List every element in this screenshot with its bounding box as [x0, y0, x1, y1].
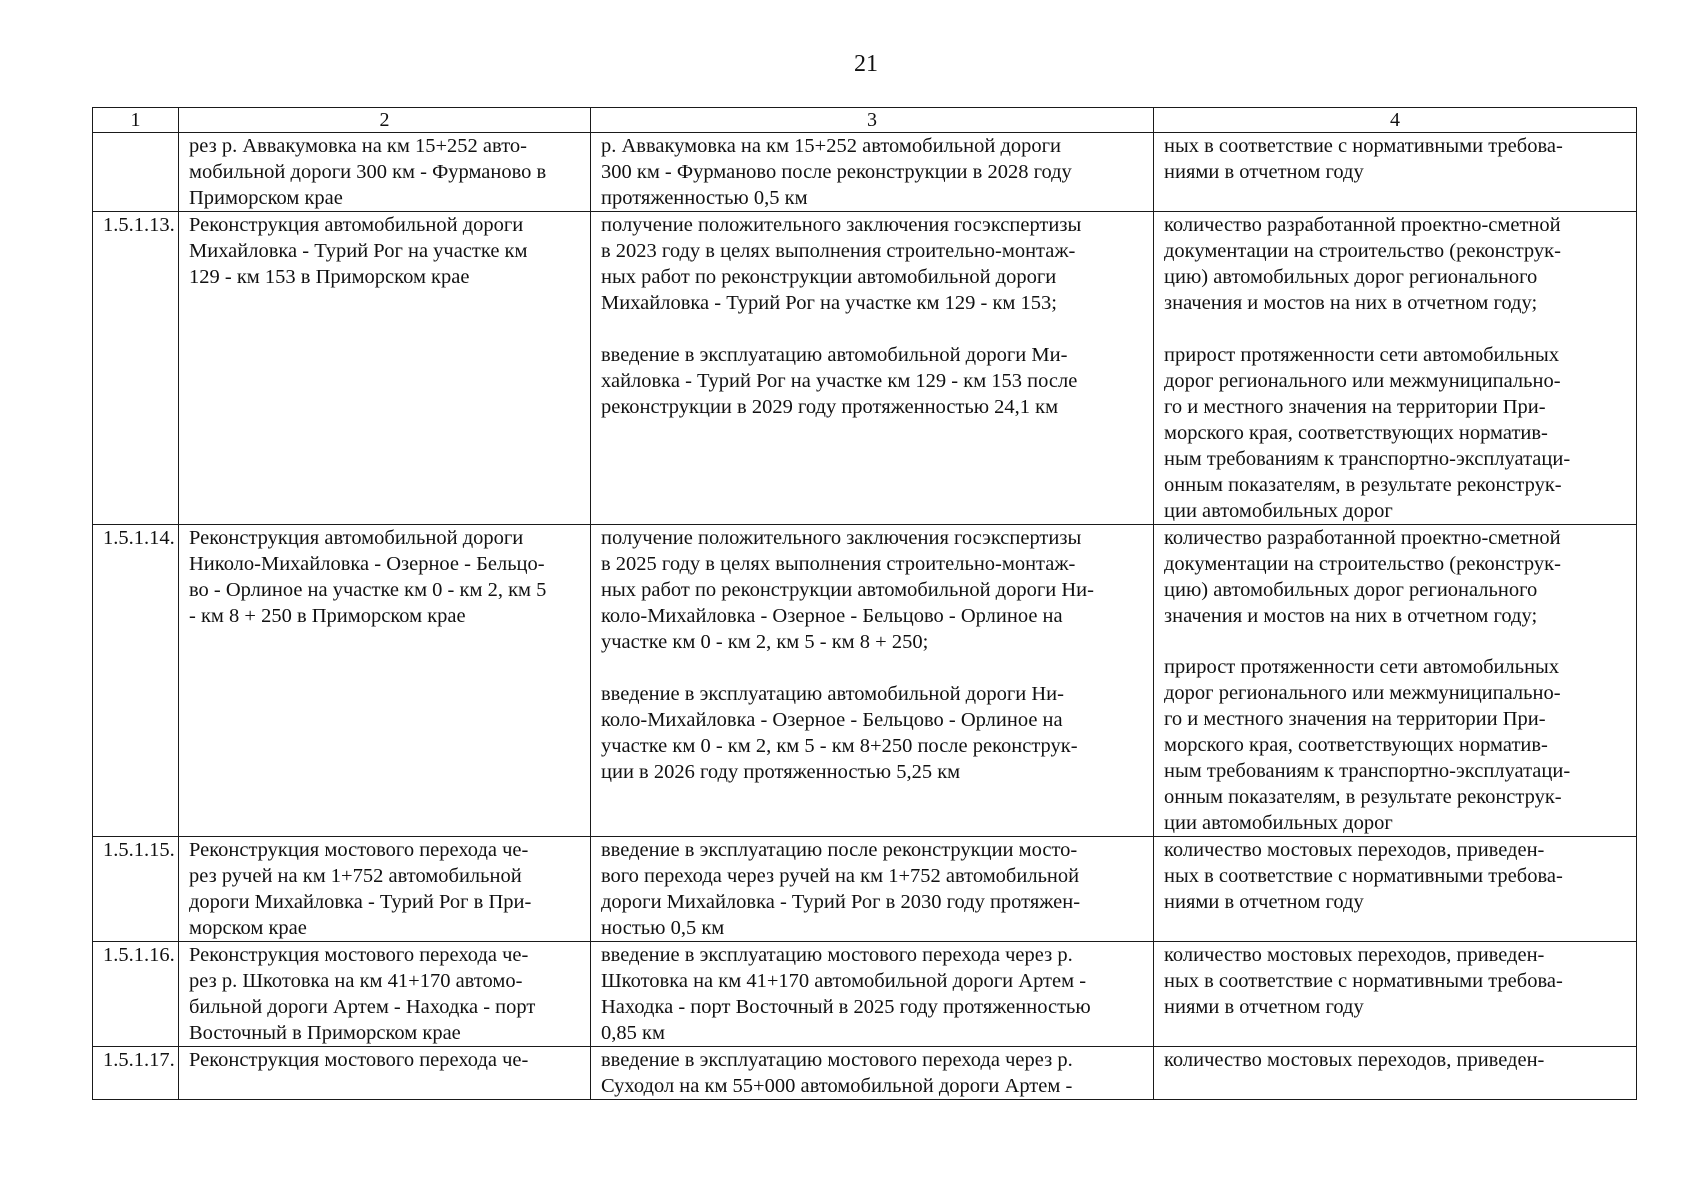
row-number: 1.5.1.16.: [93, 942, 179, 1047]
expected-result: получение положительного заключения госэкспертизы в 2023 году в целях выполнения строительно-монтаж- ных работ по реконструкции автомобильной дороги Михайловка - Турий Рог на участке км 129 - км 153; введение в эксплуатацию автомобильной дороги Ми- хайловка - Турий Рог на участке км 129 - км 153 после реконструкции в 2029 году протяженностью 24,1 км: [591, 212, 1154, 525]
measure-name: Реконструкция автомобильной дороги Николо-Михайловка - Озерное - Бельцо- во - Орлиное на участке км 0 - км 2, км 5 - км 8 + 250 в Приморском крае: [179, 525, 591, 837]
measure-name: Реконструкция автомобильной дороги Михайловка - Турий Рог на участке км 129 - км 153 в Приморском крае: [179, 212, 591, 525]
column-header-1: 1: [93, 108, 179, 133]
program-table: [92, 107, 1637, 1100]
measure-name: рез р. Аввакумовка на км 15+252 авто- мобильной дороги 300 км - Фурманово в Приморском крае: [179, 133, 591, 212]
row-number: 1.5.1.15.: [93, 837, 179, 942]
row-number: 1.5.1.14.: [93, 525, 179, 837]
expected-result: введение в эксплуатацию мостового перехода через р. Шкотовка на км 41+170 автомобильной дороги Артем - Находка - порт Восточный в 2025 году протяженностью 0,85 км: [591, 942, 1154, 1047]
header-row: [93, 108, 1637, 133]
table-row: [93, 525, 1637, 837]
column-header-3: 3: [591, 108, 1154, 133]
column-header-4: 4: [1154, 108, 1637, 133]
table-row: [93, 837, 1637, 942]
indicator: ных в соответствие с нормативными требова- ниями в отчетном году: [1154, 133, 1637, 212]
column-header-2: 2: [179, 108, 591, 133]
row-number: 1.5.1.13.: [93, 212, 179, 525]
indicator: количество мостовых переходов, приведен- ных в соответствие с нормативными требова- ниями в отчетном году: [1154, 942, 1637, 1047]
table-row: [93, 1047, 1637, 1100]
table-row: [93, 212, 1637, 525]
expected-result: р. Аввакумовка на км 15+252 автомобильной дороги 300 км - Фурманово после реконструкции в 2028 году протяженностью 0,5 км: [591, 133, 1154, 212]
measure-name: Реконструкция мостового перехода че- рез ручей на км 1+752 автомобильной дороги Михайловка - Турий Рог в При- морском крае: [179, 837, 591, 942]
expected-result: получение положительного заключения госэкспертизы в 2025 году в целях выполнения строительно-монтаж- ных работ по реконструкции автомобильной дороги Ни- коло-Михайловка - Озерное - Бельцово - Орлиное на участке км 0 - км 2, км 5 - км 8 + 250; введение в эксплуатацию автомобильной дороги Ни- коло-Михайловка - Озерное - Бельцово - Орлиное на участке км 0 - км 2, км 5 - км 8+250 после реконструк- ции в 2026 году протяженностью 5,25 км: [591, 525, 1154, 837]
expected-result: введение в эксплуатацию мостового перехода через р. Суходол на км 55+000 автомобильной дороги Артем -: [591, 1047, 1154, 1100]
measure-name: Реконструкция мостового перехода че- рез р. Шкотовка на км 41+170 автомо- бильной дороги Артем - Находка - порт Восточный в Приморском крае: [179, 942, 591, 1047]
measure-name: Реконструкция мостового перехода че-: [179, 1047, 591, 1100]
indicator: количество разработанной проектно-сметной документации на строительство (реконструк- цию) автомобильных дорог регионального значения и мостов на них в отчетном году; прирост протяженности сети автомобильных дорог регионального или межмуниципально- го и местного значения на территории При- морского края, соответствующих норматив- ным требованиям к транспортно-эксплуатаци- онным показателям, в результате реконструк- ции автомобильных дорог: [1154, 212, 1637, 525]
table-row: [93, 133, 1637, 212]
indicator: количество разработанной проектно-сметной документации на строительство (реконструк- цию) автомобильных дорог регионального значения и мостов на них в отчетном году; прирост протяженности сети автомобильных дорог регионального или межмуниципально- го и местного значения на территории При- морского края, соответствующих норматив- ным требованиям к транспортно-эксплуатаци- онным показателям, в результате реконструк- ции автомобильных дорог: [1154, 525, 1637, 837]
expected-result: введение в эксплуатацию после реконструкции мосто- вого перехода через ручей на км 1+752 автомобильной дороги Михайловка - Турий Рог в 2030 году протяжен- ностью 0,5 км: [591, 837, 1154, 942]
table-row: [93, 942, 1637, 1047]
page-number: 21: [854, 51, 878, 77]
indicator: количество мостовых переходов, приведен- ных в соответствие с нормативными требова- ниями в отчетном году: [1154, 837, 1637, 942]
row-number: 1.5.1.17.: [93, 1047, 179, 1100]
row-number: [93, 133, 179, 212]
indicator: количество мостовых переходов, приведен-: [1154, 1047, 1637, 1100]
